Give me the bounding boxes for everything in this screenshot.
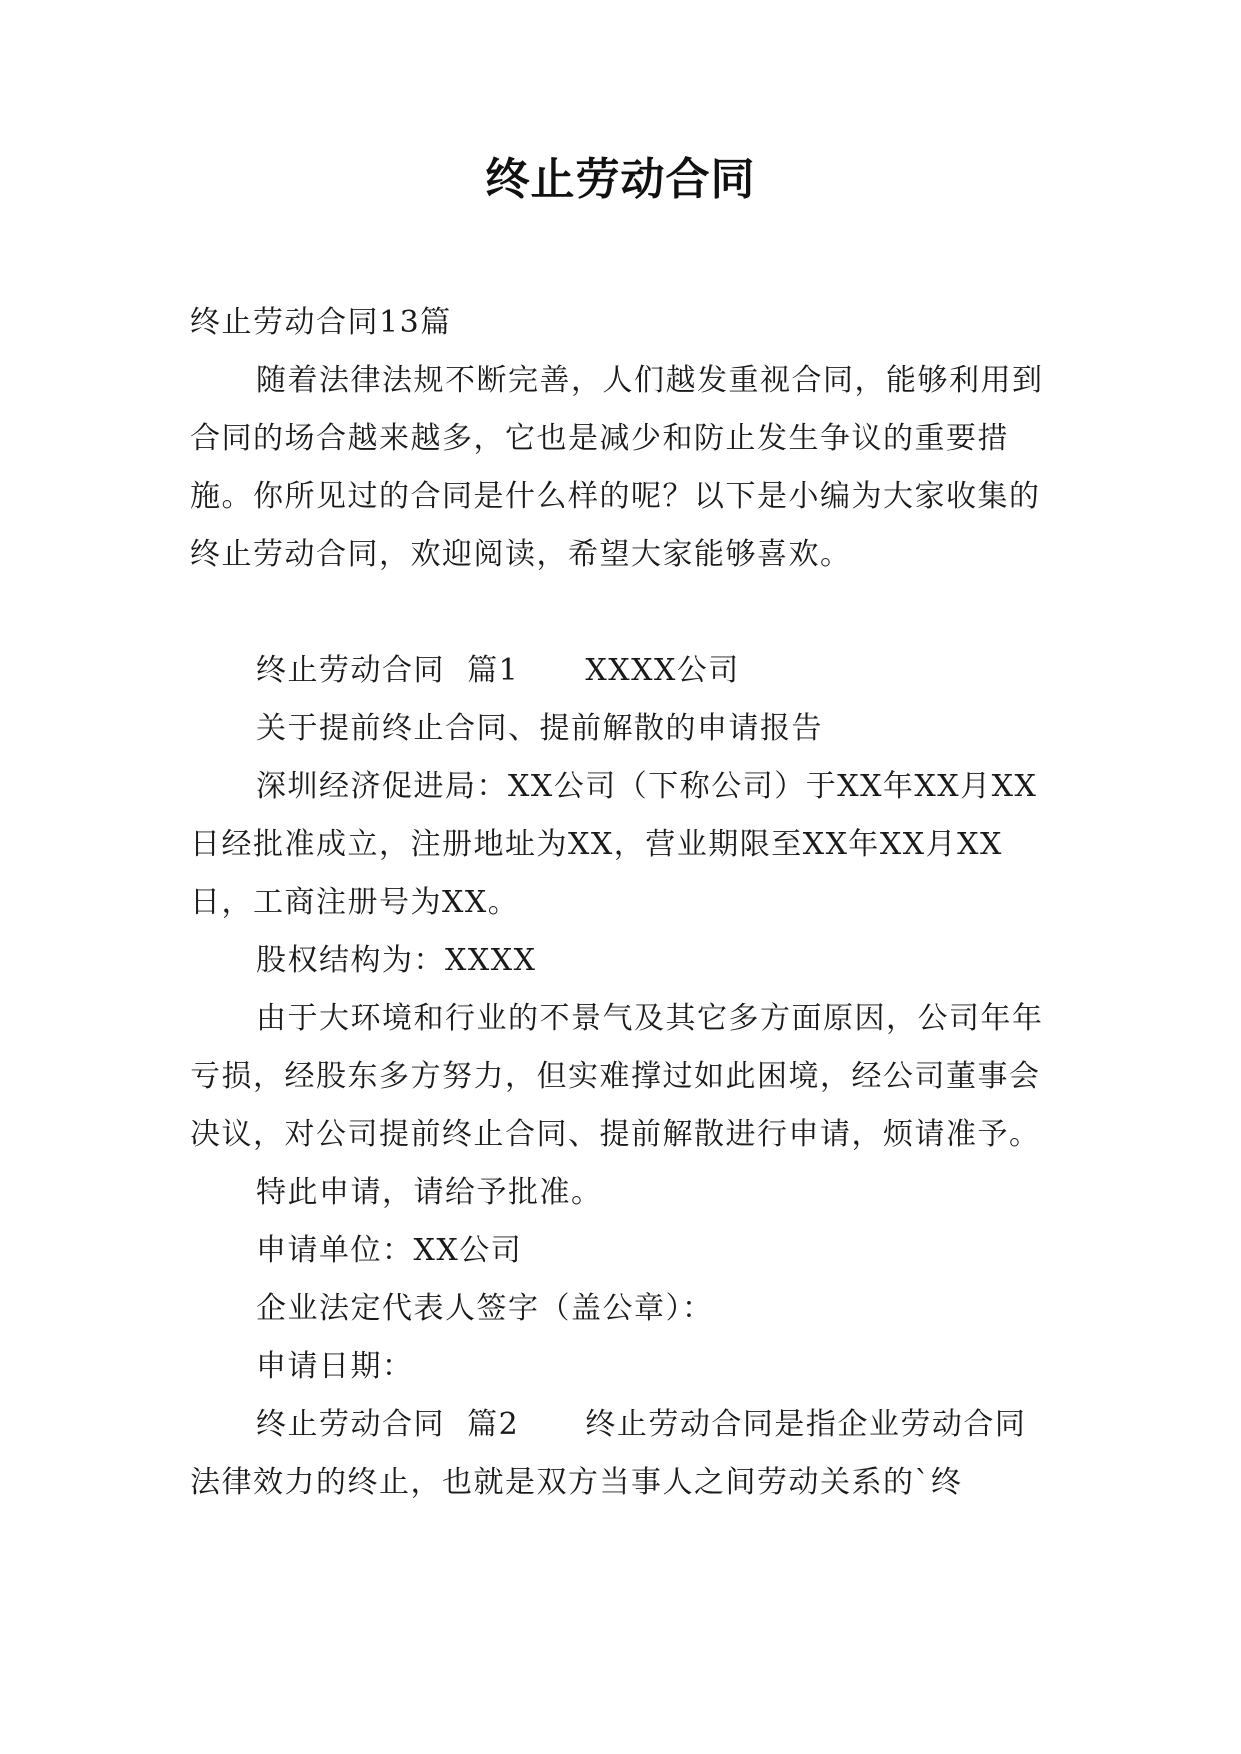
request-paragraph: 特此申请，请给予批准。 [256, 1175, 603, 1210]
document-body [190, 294, 1050, 1512]
equity-structure-paragraph: 股权结构为：XXXX [256, 943, 537, 978]
section-1-heading: 终止劳动合同 篇1 XXXX公司 [256, 653, 740, 688]
section-2-paragraph: 终止劳动合同 篇2 终止劳动合同是指企业劳动合同法律效力的终止，也就是双方当事人之间劳动关系的`终 [190, 1407, 1027, 1500]
date-paragraph: 申请日期： [256, 1349, 414, 1384]
reason-paragraph: 由于大环境和行业的不景气及其它多方面原因，公司年年亏损，经股东多方努力，但实难撑过如此困境，经公司董事会决议，对公司提前终止合同、提前解散进行申请，烦请准予。 [190, 1001, 1044, 1152]
signature-paragraph: 企业法定代表人签字（盖公章）： [256, 1291, 714, 1326]
report-title-paragraph: 关于提前终止合同、提前解散的申请报告 [256, 711, 823, 746]
intro-paragraph: 随着法律法规不断完善，人们越发重视合同，能够利用到合同的场合越来越多，它也是减少和防止发生争议的重要措施。你所见过的合同是什么样的呢？以下是小编为大家收集的终止劳动合同，欢迎阅读，希望大家能够喜欢。 [190, 363, 1044, 572]
document-title: 终止劳动合同 [485, 154, 756, 205]
company-info-paragraph: 深圳经济促进局：XX公司（下称公司）于XX年XX月XX日经批准成立，注册地址为XX，营业期限至XX年XX月XX日，工商注册号为XX。 [190, 769, 1038, 920]
applicant-paragraph: 申请单位：XX公司 [256, 1233, 523, 1268]
subtitle-paragraph: 终止劳动合同13篇 [190, 305, 452, 340]
